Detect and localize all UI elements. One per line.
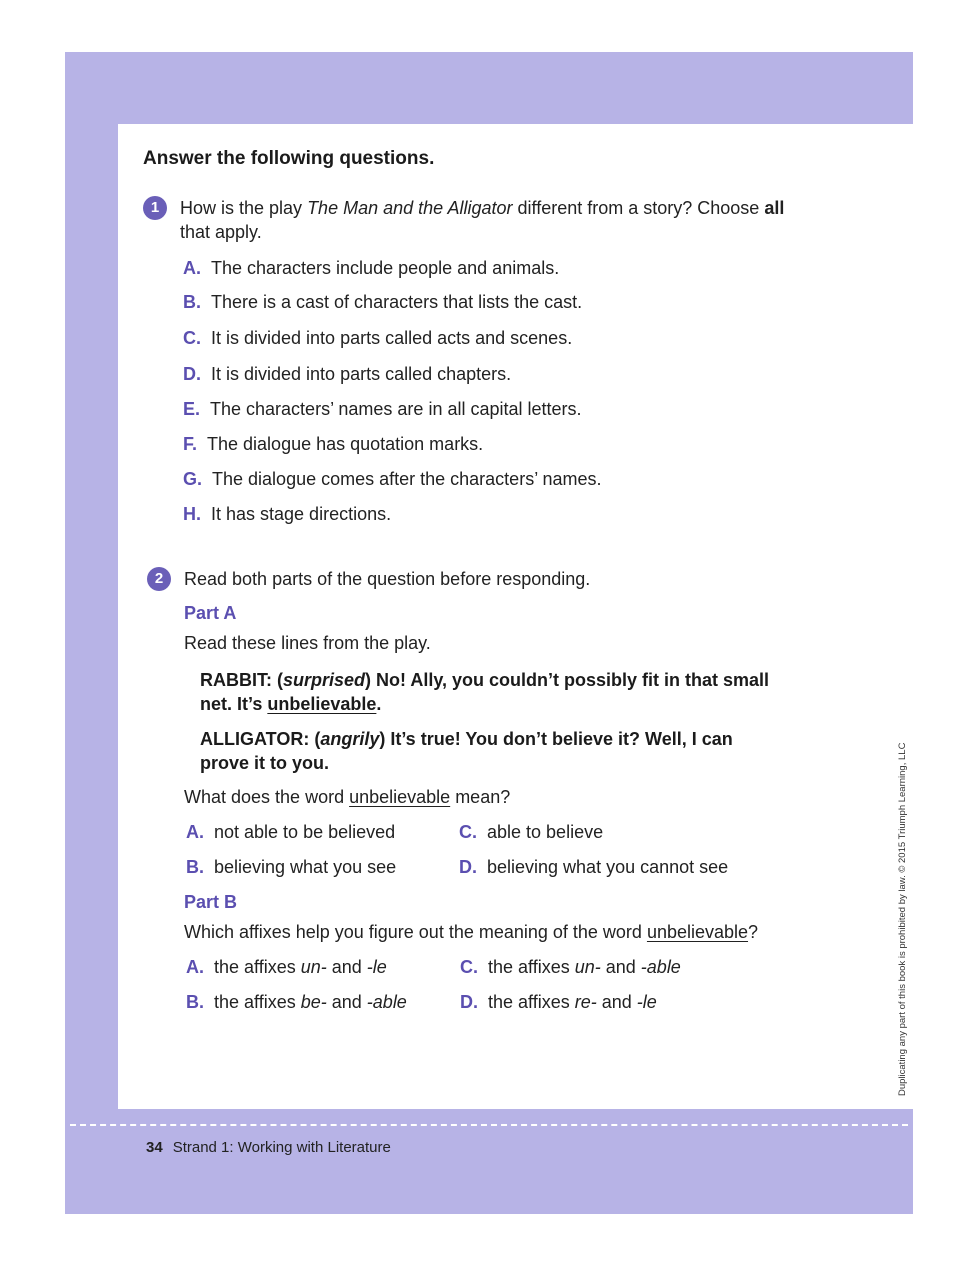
- q1-option-e[interactable]: E. The characters’ names are in all capital letters.: [183, 399, 582, 419]
- question-1-number-badge: 1: [143, 196, 167, 220]
- question-1-text: How is the play The Man and the Alligator different from a story? Choose all: [180, 198, 785, 218]
- q1-option-a[interactable]: A. The characters include people and animals.: [183, 258, 560, 278]
- part-a-instruction: Read these lines from the play.: [184, 633, 431, 653]
- part-a-option-d[interactable]: D. believing what you cannot see: [459, 857, 729, 877]
- part-b-option-d[interactable]: D. the affixes re- and -le: [460, 992, 657, 1012]
- q1-option-h[interactable]: H. It has stage directions.: [183, 504, 392, 524]
- page-number: 34: [146, 1139, 163, 1156]
- section-heading: Answer the following questions.: [143, 148, 435, 169]
- copyright-notice: Duplicating any part of this book is prohibited by law. © 2015 Triumph Learning, LLC: [897, 742, 908, 1096]
- part-b-question: Which affixes help you figure out the meaning of the word unbelievable?: [184, 922, 759, 942]
- q1-option-c[interactable]: C. It is divided into parts called acts and scenes.: [183, 328, 573, 348]
- part-a-option-a[interactable]: A. not able to be believed: [186, 822, 396, 842]
- q1-option-d[interactable]: D. It is divided into parts called chapters.: [183, 364, 512, 384]
- q1-option-b[interactable]: B. There is a cast of characters that lists the cast.: [183, 292, 583, 312]
- part-b-option-c[interactable]: C. the affixes un- and -able: [460, 957, 681, 977]
- question-2-number-badge: 2: [147, 567, 171, 591]
- part-a-option-c[interactable]: C. able to believe: [459, 822, 604, 842]
- question-2-intro: Read both parts of the question before responding.: [184, 569, 591, 589]
- part-b-option-a[interactable]: A. the affixes un- and -le: [186, 957, 387, 977]
- dashed-divider: [70, 1124, 908, 1126]
- q1-option-f[interactable]: F. The dialogue has quotation marks.: [183, 434, 484, 454]
- strand-title: Strand 1: Working with Literature: [172, 1139, 391, 1156]
- page-footer: [146, 1139, 391, 1156]
- rabbit-quote: RABBIT: (surprised) No! Ally, you couldn’t possibly fit in that small net. It’s unbelievable.: [200, 670, 770, 714]
- question-1-text-line2: that apply.: [180, 222, 262, 242]
- part-b-label: Part B: [184, 892, 238, 912]
- alligator-quote: ALLIGATOR: (angrily) It’s true! You don’t believe it? Well, I can prove it to you.: [200, 729, 733, 773]
- part-a-label: Part A: [184, 603, 237, 623]
- part-a-question: What does the word unbelievable mean?: [184, 787, 511, 807]
- part-b-option-b[interactable]: B. the affixes be- and -able: [186, 992, 407, 1012]
- part-a-option-b[interactable]: B. believing what you see: [186, 857, 397, 877]
- q1-option-g[interactable]: G. The dialogue comes after the characters’ names.: [183, 469, 602, 489]
